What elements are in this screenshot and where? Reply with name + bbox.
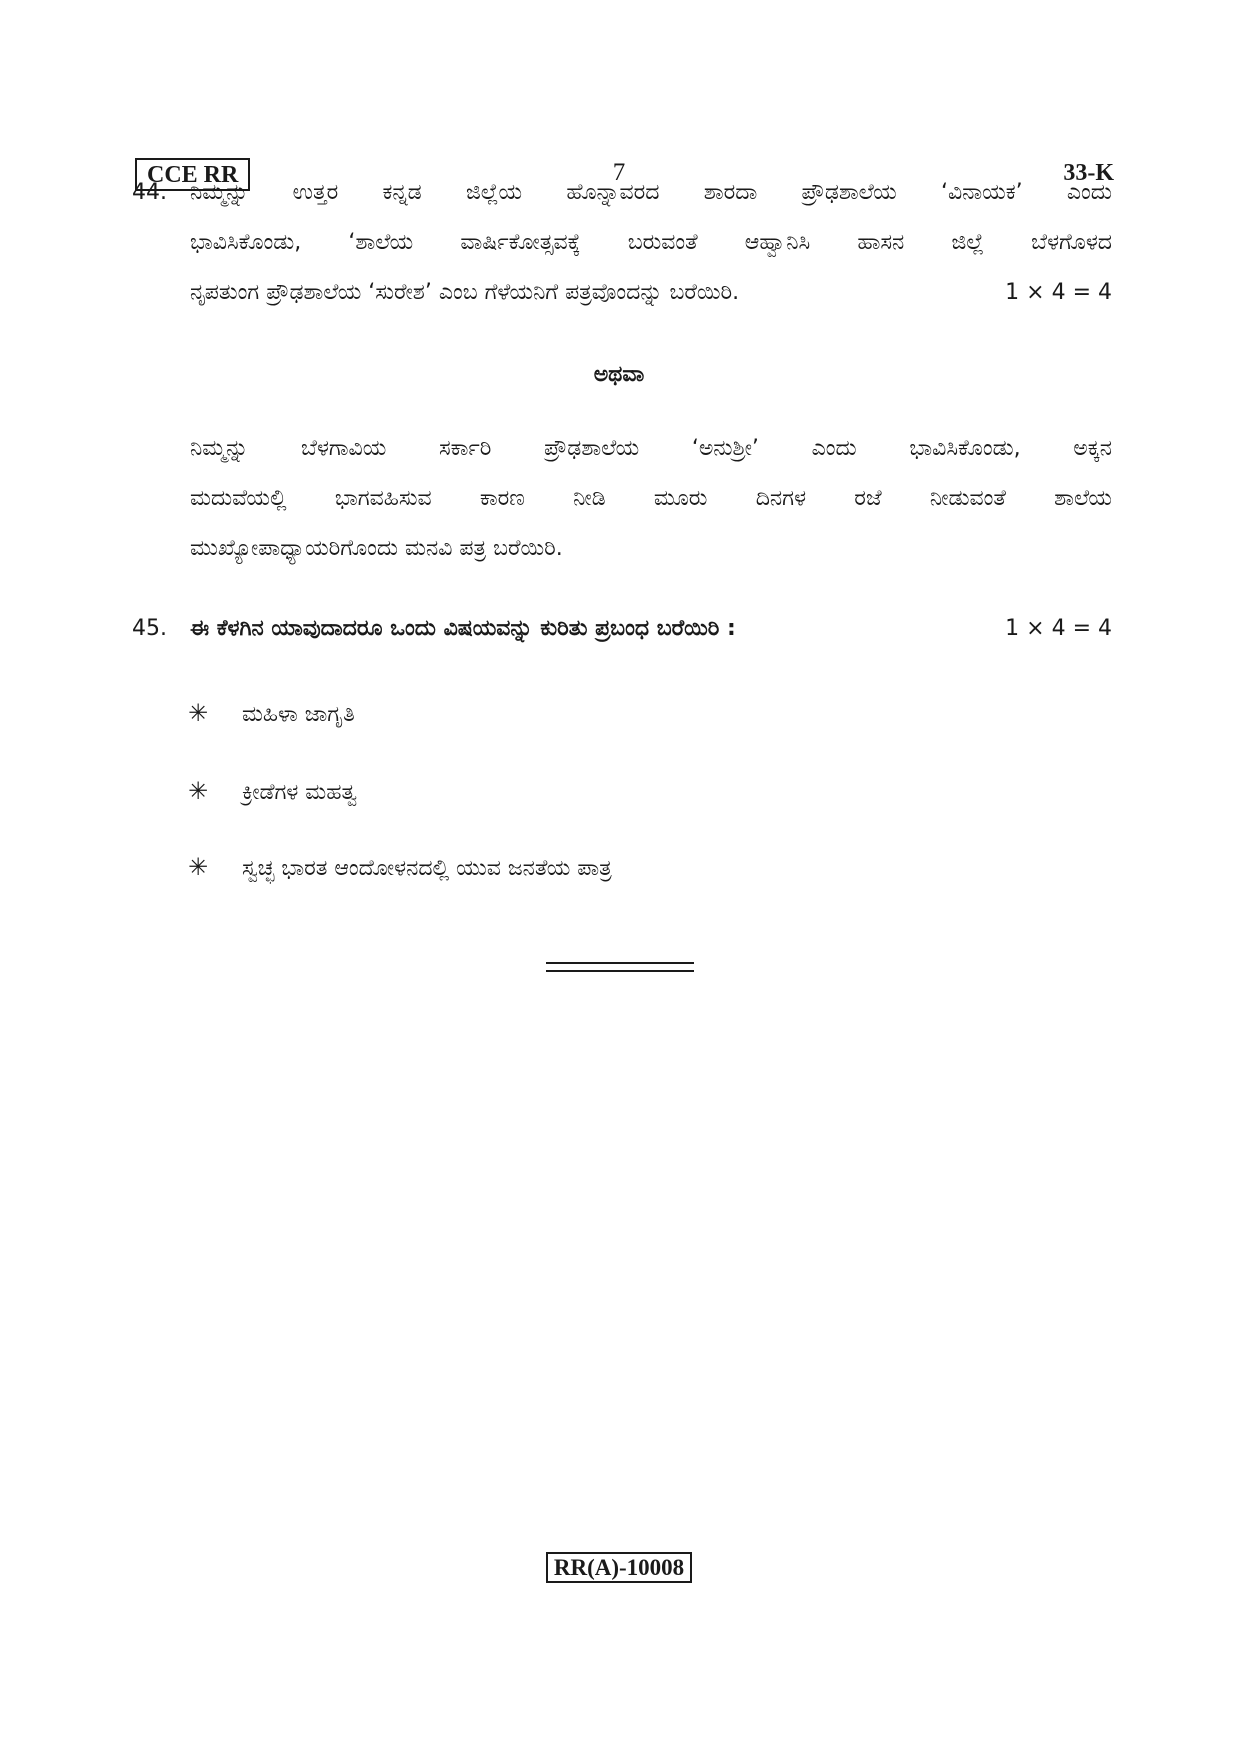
question-44-line-2: ಭಾವಿಸಿಕೊಂಡು, ‘ಶಾಲೆಯ ವಾರ್ಷಿಕೋತ್ಸವಕ್ಕೆ ಬರುವಂತೆ ಆಹ್ವಾನಿಸಿ ಹಾಸನ ಜಿಲ್ಲೆ ಬೆಳಗೊಳದ [190,230,1112,255]
topic-item [188,852,612,884]
question-44-marks: 1 × 4 = 4 [1005,280,1112,305]
page-number: 7 [612,159,626,186]
asterisk-bullet-icon: ✳ [188,777,209,805]
topic-item [188,776,357,808]
topic-item [188,698,355,730]
footer [0,1552,1238,1583]
question-44-line-1: ನಿಮ್ಮನ್ನು ಉತ್ತರ ಕನ್ನಡ ಜಿಲ್ಲೆಯ ಹೊನ್ನಾವರದ ಶಾರದಾ ಪ್ರೌಢಶಾಲೆಯ ‘ವಿನಾಯಕ’ ಎಂದು [190,180,1112,205]
question-45-marks: 1 × 4 = 4 [1005,616,1112,641]
or-heading: ಅಥವಾ [593,362,645,387]
question-44-number: 44. [132,180,167,205]
question-44-alt-line-1: ನಿಮ್ಮನ್ನು ಬೆಳಗಾವಿಯ ಸರ್ಕಾರಿ ಪ್ರೌಢಶಾಲೆಯ ‘ಅನುಶ್ರೀ’ ಎಂದು ಭಾವಿಸಿಕೊಂಡು, ಅಕ್ಕನ [190,436,1112,461]
footer-code-box: RR(A)-10008 [546,1552,692,1583]
question-44-line-3: ನೃಪತುಂಗ ಪ್ರೌಢಶಾಲೆಯ ‘ಸುರೇಶ’ ಎಂಬ ಗೆಳೆಯನಿಗೆ ಪತ್ರವೊಂದನ್ನು ಬರೆಯಿರಿ. [190,280,740,305]
exam-code-box: CCE RR [135,158,250,191]
end-of-section-rule [546,962,694,972]
topic-text: ಮಹಿಳಾ ಜಾಗೃತಿ [242,702,355,727]
question-44-alt-line-2: ಮದುವೆಯಲ್ಲಿ ಭಾಗವಹಿಸುವ ಕಾರಣ ನೀಡಿ ಮೂರು ದಿನಗಳ ರಜೆ ನೀಡುವಂತೆ ಶಾಲೆಯ [190,486,1112,511]
question-45-text: ಈ ಕೆಳಗಿನ ಯಾವುದಾದರೂ ಒಂದು ವಿಷಯವನ್ನು ಕುರಿತು ಪ್ರಬಂಧ ಬರೆಯಿರಿ : [190,616,736,641]
topic-text: ಸ್ವಚ್ಛ ಭಾರತ ಆಂದೋಳನದಲ್ಲಿ ಯುವ ಜನತೆಯ ಪಾತ್ರ [242,856,612,881]
question-45-number: 45. [132,616,167,641]
question-44-alt-line-3: ಮುಖ್ಯೋಪಾಧ್ಯಾಯರಿಗೊಂದು ಮನವಿ ಪತ್ರ ಬರೆಯಿರಿ. [190,536,563,561]
topic-text: ಕ್ರೀಡೆಗಳ ಮಹತ್ವ [242,780,358,805]
asterisk-bullet-icon: ✳ [188,853,209,881]
paper-code: 33-K [1063,160,1114,186]
asterisk-bullet-icon: ✳ [188,699,209,727]
